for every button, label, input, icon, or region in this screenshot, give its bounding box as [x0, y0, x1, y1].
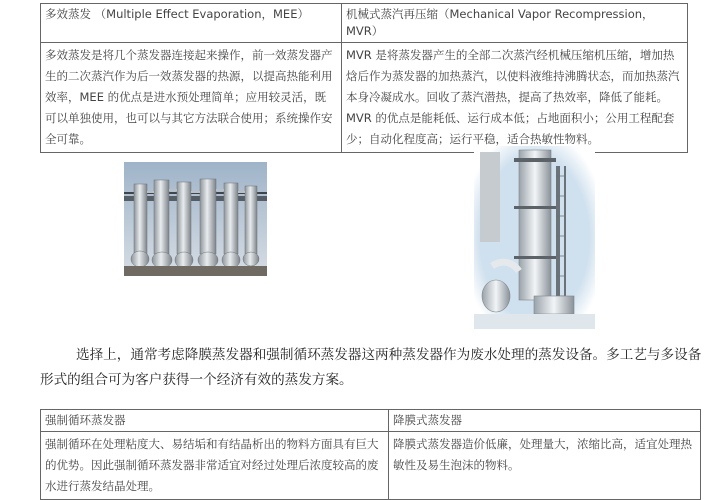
table-body-row [41, 432, 701, 500]
forced-circulation-description: 强制循环在处理粘度大、易结垢和有结晶析出的物料方面具有巨大的优势。因此强制循环蒸发器非常适宜对经过处理后浓度较高的废水进行蒸发结晶处理。 [41, 432, 389, 500]
bottom-comparison-table [40, 409, 701, 500]
mvr-title: 机械式蒸汽再压缩（Mechanical Vapor Recompression，MVR） [342, 4, 688, 43]
selection-paragraph [40, 343, 708, 393]
table-header-row [41, 410, 701, 432]
mvr-tower-illustration [474, 146, 595, 329]
mvr-description: MVR 是将蒸发器产生的全部二次蒸汽经机械压缩机压缩，增加热焓后作为蒸发器的加热蒸汽，以使料液维持沸腾状态，而加热蒸汽本身冷凝成水。回收了蒸汽潜热，提高了热效率，降低了能耗。MVR 的优点是能耗低、运行成本低；占地面积小；公用工程配套少；自动化程度高；运行平稳，适合热敏性物料。 [342, 43, 688, 153]
mee-title: 多效蒸发 （Multiple Effect Evaporation，MEE） [41, 4, 342, 43]
table-body-row [41, 43, 688, 153]
falling-film-title: 降膜式蒸发器 [389, 410, 701, 432]
top-comparison-table [40, 3, 688, 153]
multi-effect-evaporator-photo [124, 162, 267, 276]
mee-description: 多效蒸发是将几个蒸发器连接起来操作，前一效蒸发器产生的二次蒸汽作为后一效蒸发器的热源，以提高热能利用效率，MEE 的优点是进水预处理简单；应用较灵活，既可以单独使用，也可以与其它方法联合使用；系统操作安全可靠。 [41, 43, 342, 153]
evaporator-plant-illustration [124, 162, 267, 276]
mvr-evaporator-photo [474, 146, 595, 329]
forced-circulation-title: 强制循环蒸发器 [41, 410, 389, 432]
table-header-row [41, 4, 688, 43]
falling-film-description: 降膜式蒸发器造价低廉，处理量大，浓缩比高，适宜处理热敏性及易生泡沫的物料。 [389, 432, 701, 500]
selection-paragraph-text: 选择上，通常考虑降膜蒸发器和强制循环蒸发器这两种蒸发器作为废水处理的蒸发设备。多工艺与多设备形式的组合可为客户获得一个经济有效的蒸发方案。 [40, 347, 702, 388]
